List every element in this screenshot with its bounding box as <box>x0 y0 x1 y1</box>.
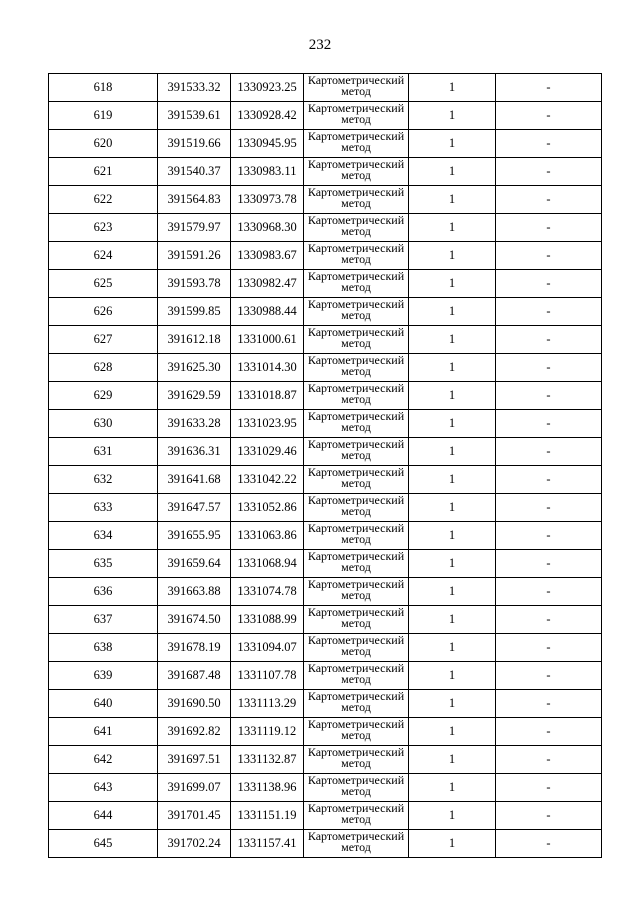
accuracy-cell: 1 <box>409 438 496 466</box>
point-number-cell: 619 <box>49 102 158 130</box>
accuracy-cell: 1 <box>409 746 496 774</box>
table-row <box>49 326 602 354</box>
table-row <box>49 242 602 270</box>
method-cell <box>304 130 409 158</box>
table-row <box>49 74 602 102</box>
method-line-1: Картометрический <box>307 381 405 395</box>
method-line-1: Картометрический <box>307 717 405 731</box>
y-coordinate-cell: 1330923.25 <box>231 74 304 102</box>
table-row <box>49 438 602 466</box>
method-line-2: метод <box>341 224 371 238</box>
note-cell: - <box>496 438 602 466</box>
note-cell: - <box>496 130 602 158</box>
note-cell: - <box>496 522 602 550</box>
table-row <box>49 214 602 242</box>
note-cell: - <box>496 270 602 298</box>
y-coordinate-cell: 1331052.86 <box>231 494 304 522</box>
note-cell: - <box>496 634 602 662</box>
note-cell: - <box>496 214 602 242</box>
y-coordinate-cell: 1331094.07 <box>231 634 304 662</box>
method-line-1: Картометрический <box>307 185 405 199</box>
method-cell <box>304 354 409 382</box>
method-cell <box>304 690 409 718</box>
y-coordinate-cell: 1331119.12 <box>231 718 304 746</box>
accuracy-cell: 1 <box>409 774 496 802</box>
table-row <box>49 830 602 858</box>
table-row <box>49 690 602 718</box>
note-cell: - <box>496 158 602 186</box>
point-number-cell: 628 <box>49 354 158 382</box>
table-row <box>49 158 602 186</box>
point-number-cell: 635 <box>49 550 158 578</box>
y-coordinate-cell: 1331132.87 <box>231 746 304 774</box>
method-line-1: Картометрический <box>307 73 405 87</box>
y-coordinate-cell: 1330983.67 <box>231 242 304 270</box>
table-row <box>49 718 602 746</box>
y-coordinate-cell: 1330988.44 <box>231 298 304 326</box>
point-number-cell: 627 <box>49 326 158 354</box>
page-number: 232 <box>308 37 332 53</box>
note-cell: - <box>496 550 602 578</box>
method-line-1: Картометрический <box>307 101 405 115</box>
method-line-1: Картометрический <box>307 409 405 423</box>
note-cell: - <box>496 102 602 130</box>
method-cell <box>304 102 409 130</box>
accuracy-cell: 1 <box>409 242 496 270</box>
x-coordinate-cell: 391539.61 <box>158 102 231 130</box>
accuracy-cell: 1 <box>409 158 496 186</box>
accuracy-cell: 1 <box>409 382 496 410</box>
method-line-1: Картометрический <box>307 325 405 339</box>
point-number-cell: 643 <box>49 774 158 802</box>
x-coordinate-cell: 391647.57 <box>158 494 231 522</box>
note-cell: - <box>496 382 602 410</box>
method-cell <box>304 718 409 746</box>
accuracy-cell: 1 <box>409 74 496 102</box>
method-line-1: Картометрический <box>307 297 405 311</box>
table-row <box>49 522 602 550</box>
note-cell: - <box>496 718 602 746</box>
method-line-2: метод <box>341 392 371 406</box>
note-cell: - <box>496 354 602 382</box>
point-number-cell: 630 <box>49 410 158 438</box>
point-number-cell: 636 <box>49 578 158 606</box>
method-cell <box>304 326 409 354</box>
method-line-1: Картометрический <box>307 129 405 143</box>
accuracy-cell: 1 <box>409 130 496 158</box>
method-line-1: Картометрический <box>307 773 405 787</box>
method-line-2: метод <box>341 252 371 266</box>
point-number-cell: 629 <box>49 382 158 410</box>
point-number-cell: 624 <box>49 242 158 270</box>
accuracy-cell: 1 <box>409 354 496 382</box>
note-cell: - <box>496 494 602 522</box>
x-coordinate-cell: 391540.37 <box>158 158 231 186</box>
method-line-2: метод <box>341 588 371 602</box>
method-cell <box>304 774 409 802</box>
table-row <box>49 550 602 578</box>
x-coordinate-cell: 391579.97 <box>158 214 231 242</box>
table-row <box>49 606 602 634</box>
method-line-1: Картометрический <box>307 437 405 451</box>
accuracy-cell: 1 <box>409 578 496 606</box>
point-number-cell: 623 <box>49 214 158 242</box>
note-cell: - <box>496 466 602 494</box>
accuracy-cell: 1 <box>409 690 496 718</box>
accuracy-cell: 1 <box>409 466 496 494</box>
method-cell <box>304 74 409 102</box>
accuracy-cell: 1 <box>409 550 496 578</box>
x-coordinate-cell: 391687.48 <box>158 662 231 690</box>
method-line-2: метод <box>341 672 371 686</box>
point-number-cell: 642 <box>49 746 158 774</box>
method-cell <box>304 830 409 858</box>
y-coordinate-cell: 1331107.78 <box>231 662 304 690</box>
table-row <box>49 410 602 438</box>
table-row <box>49 298 602 326</box>
method-line-1: Картометрический <box>307 213 405 227</box>
x-coordinate-cell: 391519.66 <box>158 130 231 158</box>
method-line-1: Картометрический <box>307 465 405 479</box>
x-coordinate-cell: 391663.88 <box>158 578 231 606</box>
point-number-cell: 634 <box>49 522 158 550</box>
coordinates-table-body <box>49 74 602 858</box>
table-row <box>49 746 602 774</box>
coordinates-table <box>48 73 602 858</box>
method-line-1: Картометрический <box>307 157 405 171</box>
method-cell <box>304 606 409 634</box>
note-cell: - <box>496 802 602 830</box>
point-number-cell: 638 <box>49 634 158 662</box>
x-coordinate-cell: 391702.24 <box>158 830 231 858</box>
x-coordinate-cell: 391533.32 <box>158 74 231 102</box>
accuracy-cell: 1 <box>409 326 496 354</box>
y-coordinate-cell: 1331063.86 <box>231 522 304 550</box>
y-coordinate-cell: 1331088.99 <box>231 606 304 634</box>
point-number-cell: 622 <box>49 186 158 214</box>
method-cell <box>304 578 409 606</box>
table-row <box>49 186 602 214</box>
y-coordinate-cell: 1331068.94 <box>231 550 304 578</box>
method-line-2: метод <box>341 420 371 434</box>
point-number-cell: 626 <box>49 298 158 326</box>
x-coordinate-cell: 391690.50 <box>158 690 231 718</box>
table-row <box>49 494 602 522</box>
method-line-2: метод <box>341 644 371 658</box>
point-number-cell: 637 <box>49 606 158 634</box>
y-coordinate-cell: 1330945.95 <box>231 130 304 158</box>
method-line-2: метод <box>341 448 371 462</box>
table-row <box>49 634 602 662</box>
note-cell: - <box>496 606 602 634</box>
table-row <box>49 354 602 382</box>
note-cell: - <box>496 326 602 354</box>
method-line-2: метод <box>341 168 371 182</box>
accuracy-cell: 1 <box>409 662 496 690</box>
point-number-cell: 633 <box>49 494 158 522</box>
method-line-2: метод <box>341 784 371 798</box>
method-line-1: Картометрический <box>307 661 405 675</box>
y-coordinate-cell: 1331000.61 <box>231 326 304 354</box>
method-line-1: Картометрический <box>307 689 405 703</box>
accuracy-cell: 1 <box>409 522 496 550</box>
method-line-1: Картометрический <box>307 353 405 367</box>
method-cell <box>304 270 409 298</box>
point-number-cell: 641 <box>49 718 158 746</box>
method-line-2: метод <box>341 140 371 154</box>
method-cell <box>304 242 409 270</box>
point-number-cell: 618 <box>49 74 158 102</box>
method-cell <box>304 158 409 186</box>
point-number-cell: 632 <box>49 466 158 494</box>
method-cell <box>304 214 409 242</box>
method-line-2: метод <box>341 840 371 854</box>
x-coordinate-cell: 391701.45 <box>158 802 231 830</box>
x-coordinate-cell: 391599.85 <box>158 298 231 326</box>
method-line-2: метод <box>341 280 371 294</box>
method-line-2: метод <box>341 112 371 126</box>
method-cell <box>304 382 409 410</box>
note-cell: - <box>496 774 602 802</box>
method-line-1: Картометрический <box>307 801 405 815</box>
method-line-1: Картометрический <box>307 605 405 619</box>
method-line-1: Картометрический <box>307 829 405 843</box>
method-line-1: Картометрический <box>307 493 405 507</box>
table-row <box>49 382 602 410</box>
method-cell <box>304 522 409 550</box>
note-cell: - <box>496 298 602 326</box>
accuracy-cell: 1 <box>409 102 496 130</box>
y-coordinate-cell: 1331151.19 <box>231 802 304 830</box>
table-row <box>49 130 602 158</box>
accuracy-cell: 1 <box>409 214 496 242</box>
method-line-1: Картометрический <box>307 269 405 283</box>
table-row <box>49 662 602 690</box>
x-coordinate-cell: 391697.51 <box>158 746 231 774</box>
method-cell <box>304 186 409 214</box>
method-cell <box>304 410 409 438</box>
x-coordinate-cell: 391625.30 <box>158 354 231 382</box>
method-line-2: метод <box>341 196 371 210</box>
accuracy-cell: 1 <box>409 634 496 662</box>
x-coordinate-cell: 391641.68 <box>158 466 231 494</box>
accuracy-cell: 1 <box>409 606 496 634</box>
note-cell: - <box>496 690 602 718</box>
y-coordinate-cell: 1331023.95 <box>231 410 304 438</box>
method-line-2: метод <box>341 616 371 630</box>
method-cell <box>304 746 409 774</box>
accuracy-cell: 1 <box>409 186 496 214</box>
method-line-1: Картометрический <box>307 521 405 535</box>
y-coordinate-cell: 1331029.46 <box>231 438 304 466</box>
method-line-1: Картометрический <box>307 577 405 591</box>
y-coordinate-cell: 1330983.11 <box>231 158 304 186</box>
method-line-2: метод <box>341 504 371 518</box>
method-line-2: метод <box>341 532 371 546</box>
x-coordinate-cell: 391692.82 <box>158 718 231 746</box>
method-cell <box>304 466 409 494</box>
method-cell <box>304 550 409 578</box>
x-coordinate-cell: 391678.19 <box>158 634 231 662</box>
x-coordinate-cell: 391699.07 <box>158 774 231 802</box>
method-line-1: Картометрический <box>307 745 405 759</box>
table-row <box>49 270 602 298</box>
y-coordinate-cell: 1331018.87 <box>231 382 304 410</box>
accuracy-cell: 1 <box>409 830 496 858</box>
method-line-2: метод <box>341 728 371 742</box>
method-line-2: метод <box>341 560 371 574</box>
y-coordinate-cell: 1330928.42 <box>231 102 304 130</box>
y-coordinate-cell: 1331074.78 <box>231 578 304 606</box>
x-coordinate-cell: 391655.95 <box>158 522 231 550</box>
y-coordinate-cell: 1330968.30 <box>231 214 304 242</box>
y-coordinate-cell: 1330973.78 <box>231 186 304 214</box>
y-coordinate-cell: 1331014.30 <box>231 354 304 382</box>
method-line-2: метод <box>341 756 371 770</box>
method-cell <box>304 298 409 326</box>
method-line-2: метод <box>341 364 371 378</box>
method-line-1: Картометрический <box>307 549 405 563</box>
accuracy-cell: 1 <box>409 298 496 326</box>
point-number-cell: 645 <box>49 830 158 858</box>
y-coordinate-cell: 1330982.47 <box>231 270 304 298</box>
method-line-2: метод <box>341 476 371 490</box>
x-coordinate-cell: 391636.31 <box>158 438 231 466</box>
point-number-cell: 621 <box>49 158 158 186</box>
method-cell <box>304 438 409 466</box>
accuracy-cell: 1 <box>409 718 496 746</box>
x-coordinate-cell: 391674.50 <box>158 606 231 634</box>
y-coordinate-cell: 1331157.41 <box>231 830 304 858</box>
x-coordinate-cell: 391633.28 <box>158 410 231 438</box>
y-coordinate-cell: 1331138.96 <box>231 774 304 802</box>
x-coordinate-cell: 391591.26 <box>158 242 231 270</box>
method-line-2: метод <box>341 308 371 322</box>
method-line-2: метод <box>341 700 371 714</box>
point-number-cell: 644 <box>49 802 158 830</box>
point-number-cell: 620 <box>49 130 158 158</box>
accuracy-cell: 1 <box>409 410 496 438</box>
table-row <box>49 466 602 494</box>
method-cell <box>304 802 409 830</box>
point-number-cell: 640 <box>49 690 158 718</box>
accuracy-cell: 1 <box>409 270 496 298</box>
note-cell: - <box>496 74 602 102</box>
table-row <box>49 102 602 130</box>
x-coordinate-cell: 391659.64 <box>158 550 231 578</box>
note-cell: - <box>496 830 602 858</box>
x-coordinate-cell: 391593.78 <box>158 270 231 298</box>
note-cell: - <box>496 242 602 270</box>
accuracy-cell: 1 <box>409 802 496 830</box>
method-cell <box>304 662 409 690</box>
method-cell <box>304 494 409 522</box>
x-coordinate-cell: 391612.18 <box>158 326 231 354</box>
x-coordinate-cell: 391629.59 <box>158 382 231 410</box>
method-line-2: метод <box>341 336 371 350</box>
table-row <box>49 774 602 802</box>
method-line-1: Картометрический <box>307 241 405 255</box>
note-cell: - <box>496 746 602 774</box>
point-number-cell: 639 <box>49 662 158 690</box>
method-line-2: метод <box>341 84 371 98</box>
method-line-1: Картометрический <box>307 633 405 647</box>
note-cell: - <box>496 410 602 438</box>
accuracy-cell: 1 <box>409 494 496 522</box>
note-cell: - <box>496 662 602 690</box>
method-line-2: метод <box>341 812 371 826</box>
note-cell: - <box>496 578 602 606</box>
note-cell: - <box>496 186 602 214</box>
table-row <box>49 578 602 606</box>
y-coordinate-cell: 1331042.22 <box>231 466 304 494</box>
point-number-cell: 631 <box>49 438 158 466</box>
y-coordinate-cell: 1331113.29 <box>231 690 304 718</box>
table-row <box>49 802 602 830</box>
point-number-cell: 625 <box>49 270 158 298</box>
method-cell <box>304 634 409 662</box>
x-coordinate-cell: 391564.83 <box>158 186 231 214</box>
